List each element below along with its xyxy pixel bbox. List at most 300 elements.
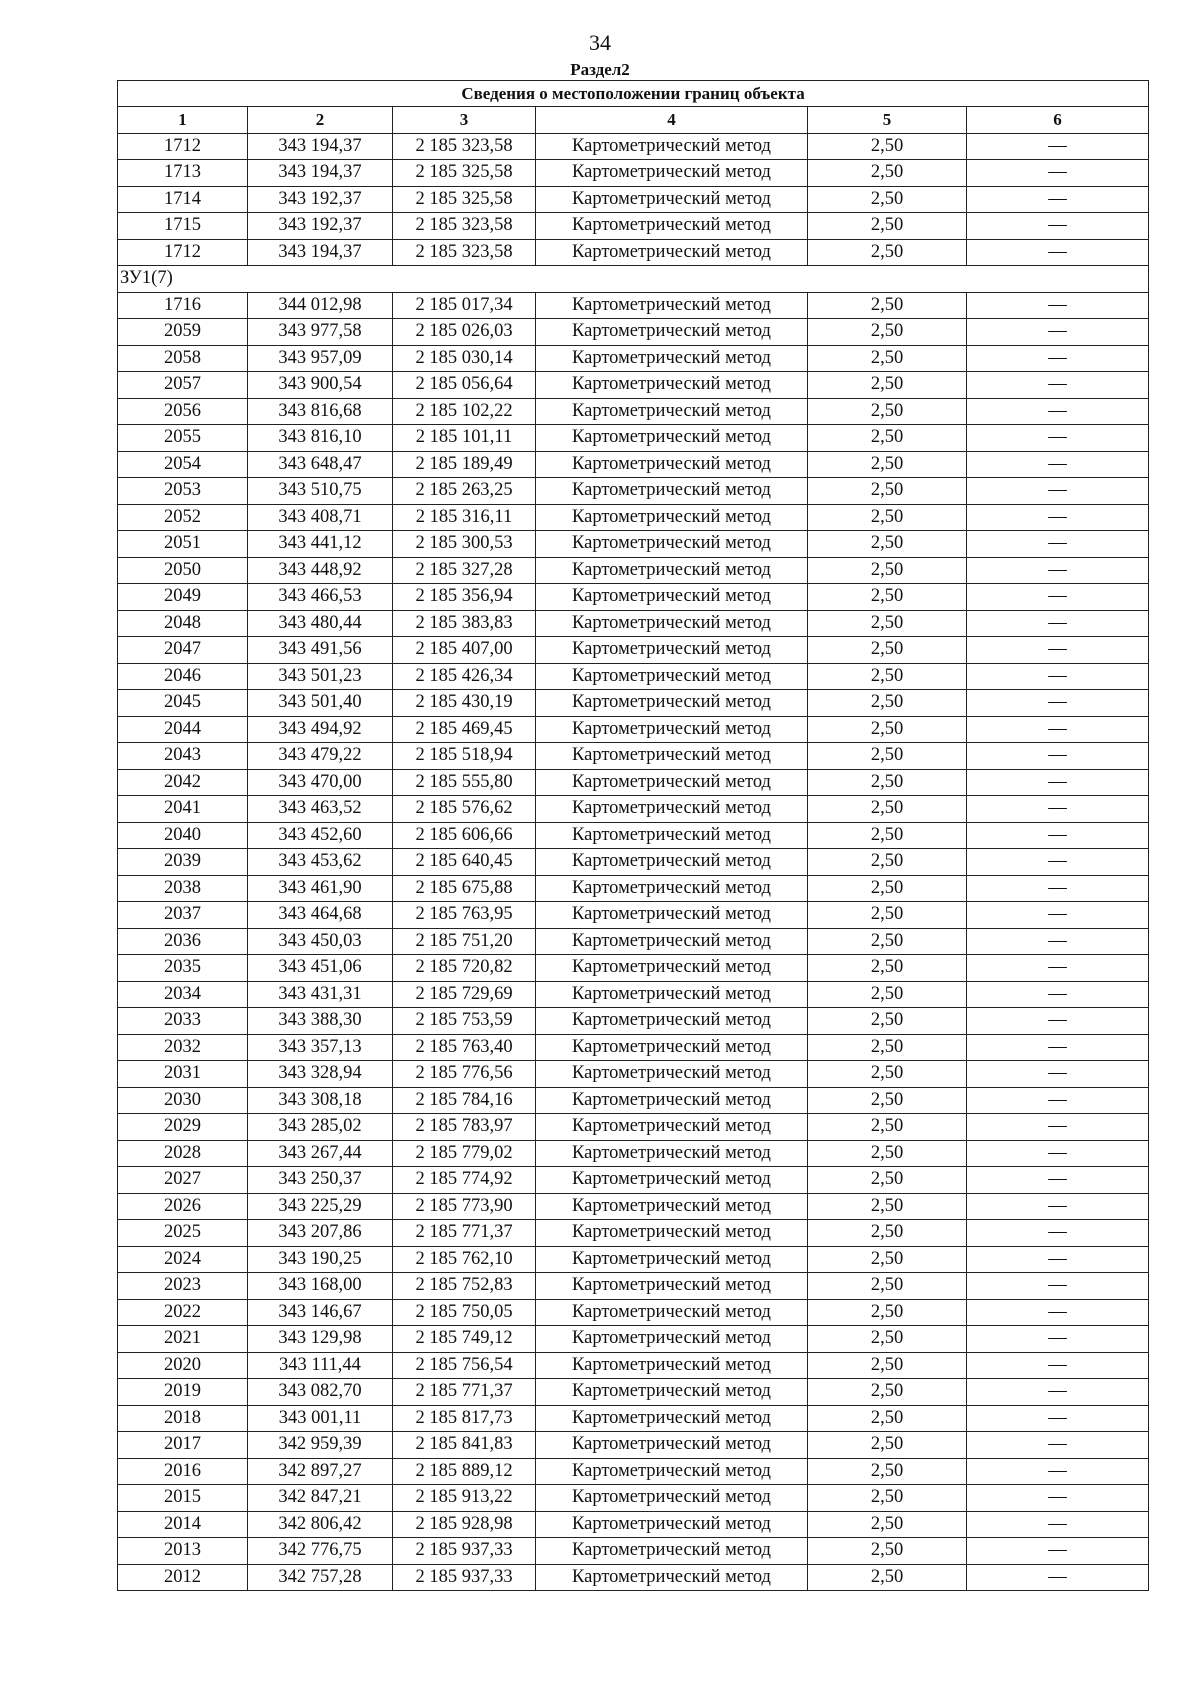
method-cell: Картометрический метод [536,451,808,478]
y-coordinate-cell: 2 185 430,19 [393,690,536,717]
x-coordinate-cell: 343 111,44 [248,1352,393,1379]
y-coordinate-cell: 2 185 606,66 [393,822,536,849]
description-cell: — [967,1061,1149,1088]
method-cell: Картометрический метод [536,531,808,558]
point-number-cell: 2057 [118,372,248,399]
method-cell: Картометрический метод [536,1193,808,1220]
method-cell: Картометрический метод [536,1538,808,1565]
point-number-cell: 2046 [118,663,248,690]
y-coordinate-cell: 2 185 841,83 [393,1432,536,1459]
description-cell: — [967,1140,1149,1167]
y-coordinate-cell: 2 185 426,34 [393,663,536,690]
x-coordinate-cell: 343 977,58 [248,319,393,346]
method-cell: Картометрический метод [536,133,808,160]
table-row [118,213,1149,240]
method-cell: Картометрический метод [536,372,808,399]
point-number-cell: 1715 [118,213,248,240]
method-cell: Картометрический метод [536,637,808,664]
accuracy-cell: 2,50 [808,239,967,266]
table-body [118,133,1149,1591]
table-row [118,637,1149,664]
method-cell: Картометрический метод [536,557,808,584]
method-cell: Картометрический метод [536,1379,808,1406]
accuracy-cell: 2,50 [808,425,967,452]
x-coordinate-cell: 342 757,28 [248,1564,393,1591]
table-row [118,319,1149,346]
method-cell: Картометрический метод [536,239,808,266]
accuracy-cell: 2,50 [808,1193,967,1220]
table-title: Сведения о местоположении границ объекта [118,81,1149,107]
y-coordinate-cell: 2 185 407,00 [393,637,536,664]
accuracy-cell: 2,50 [808,769,967,796]
accuracy-cell: 2,50 [808,1405,967,1432]
x-coordinate-cell: 343 463,52 [248,796,393,823]
accuracy-cell: 2,50 [808,451,967,478]
point-number-cell: 1714 [118,186,248,213]
accuracy-cell: 2,50 [808,398,967,425]
x-coordinate-cell: 342 897,27 [248,1458,393,1485]
method-cell: Картометрический метод [536,902,808,929]
table-row [118,1167,1149,1194]
accuracy-cell: 2,50 [808,1114,967,1141]
point-number-cell: 2052 [118,504,248,531]
accuracy-cell: 2,50 [808,213,967,240]
method-cell: Картометрический метод [536,1087,808,1114]
description-cell: — [967,425,1149,452]
group-row [118,266,1149,293]
accuracy-cell: 2,50 [808,1061,967,1088]
table-row [118,1246,1149,1273]
point-number-cell: 2044 [118,716,248,743]
point-number-cell: 2056 [118,398,248,425]
description-cell: — [967,875,1149,902]
point-number-cell: 2050 [118,557,248,584]
method-cell: Картометрический метод [536,1034,808,1061]
point-number-cell: 2043 [118,743,248,770]
x-coordinate-cell: 343 441,12 [248,531,393,558]
table-title-row [118,81,1149,107]
point-number-cell: 1713 [118,160,248,187]
point-number-cell: 2058 [118,345,248,372]
method-cell: Картометрический метод [536,1246,808,1273]
accuracy-cell: 2,50 [808,1008,967,1035]
description-cell: — [967,981,1149,1008]
method-cell: Картометрический метод [536,1114,808,1141]
accuracy-cell: 2,50 [808,1511,967,1538]
y-coordinate-cell: 2 185 784,16 [393,1087,536,1114]
x-coordinate-cell: 343 146,67 [248,1299,393,1326]
x-coordinate-cell: 343 194,37 [248,239,393,266]
table-row [118,531,1149,558]
y-coordinate-cell: 2 185 026,03 [393,319,536,346]
y-coordinate-cell: 2 185 316,11 [393,504,536,531]
accuracy-cell: 2,50 [808,902,967,929]
accuracy-cell: 2,50 [808,1538,967,1565]
method-cell: Картометрический метод [536,292,808,319]
group-label: ЗУ1(7) [118,266,1149,293]
table-row [118,425,1149,452]
x-coordinate-cell: 343 357,13 [248,1034,393,1061]
method-cell: Картометрический метод [536,160,808,187]
description-cell: — [967,1458,1149,1485]
description-cell: — [967,239,1149,266]
table-row [118,1432,1149,1459]
description-cell: — [967,1114,1149,1141]
point-number-cell: 2040 [118,822,248,849]
table-row [118,1352,1149,1379]
table-row [118,133,1149,160]
method-cell: Картометрический метод [536,928,808,955]
method-cell: Картометрический метод [536,875,808,902]
x-coordinate-cell: 343 328,94 [248,1061,393,1088]
page-number: 34 [589,30,611,55]
method-cell: Картометрический метод [536,1220,808,1247]
description-cell: — [967,796,1149,823]
accuracy-cell: 2,50 [808,1564,967,1591]
description-cell: — [967,690,1149,717]
accuracy-cell: 2,50 [808,345,967,372]
point-number-cell: 2021 [118,1326,248,1353]
point-number-cell: 2025 [118,1220,248,1247]
method-cell: Картометрический метод [536,1061,808,1088]
method-cell: Картометрический метод [536,1352,808,1379]
table-row [118,1405,1149,1432]
x-coordinate-cell: 343 466,53 [248,584,393,611]
point-number-cell: 2015 [118,1485,248,1512]
y-coordinate-cell: 2 185 751,20 [393,928,536,955]
description-cell: — [967,769,1149,796]
point-number-cell: 2034 [118,981,248,1008]
section-label: Раздел2 [570,60,630,79]
table-row [118,372,1149,399]
y-coordinate-cell: 2 185 518,94 [393,743,536,770]
table-row [118,1299,1149,1326]
description-cell: — [967,133,1149,160]
method-cell: Картометрический метод [536,743,808,770]
description-cell: — [967,637,1149,664]
x-coordinate-cell: 343 448,92 [248,557,393,584]
accuracy-cell: 2,50 [808,557,967,584]
y-coordinate-cell: 2 185 779,02 [393,1140,536,1167]
accuracy-cell: 2,50 [808,1352,967,1379]
y-coordinate-cell: 2 185 937,33 [393,1564,536,1591]
method-cell: Картометрический метод [536,1167,808,1194]
accuracy-cell: 2,50 [808,1273,967,1300]
accuracy-cell: 2,50 [808,1326,967,1353]
accuracy-cell: 2,50 [808,1379,967,1406]
accuracy-cell: 2,50 [808,796,967,823]
accuracy-cell: 2,50 [808,372,967,399]
method-cell: Картометрический метод [536,663,808,690]
x-coordinate-cell: 343 192,37 [248,186,393,213]
description-cell: — [967,504,1149,531]
y-coordinate-cell: 2 185 762,10 [393,1246,536,1273]
column-header: 5 [808,107,967,134]
y-coordinate-cell: 2 185 774,92 [393,1167,536,1194]
accuracy-cell: 2,50 [808,743,967,770]
description-cell: — [967,955,1149,982]
method-cell: Картометрический метод [536,1485,808,1512]
method-cell: Картометрический метод [536,769,808,796]
y-coordinate-cell: 2 185 783,97 [393,1114,536,1141]
description-cell: — [967,1511,1149,1538]
accuracy-cell: 2,50 [808,637,967,664]
accuracy-cell: 2,50 [808,1034,967,1061]
point-number-cell: 2019 [118,1379,248,1406]
point-number-cell: 2030 [118,1087,248,1114]
method-cell: Картометрический метод [536,690,808,717]
table-row [118,875,1149,902]
point-number-cell: 2049 [118,584,248,611]
x-coordinate-cell: 343 207,86 [248,1220,393,1247]
table-row [118,822,1149,849]
y-coordinate-cell: 2 185 056,64 [393,372,536,399]
y-coordinate-cell: 2 185 263,25 [393,478,536,505]
description-cell: — [967,1034,1149,1061]
x-coordinate-cell: 343 461,90 [248,875,393,902]
y-coordinate-cell: 2 185 323,58 [393,239,536,266]
table-row [118,1273,1149,1300]
method-cell: Картометрический метод [536,1511,808,1538]
y-coordinate-cell: 2 185 383,83 [393,610,536,637]
x-coordinate-cell: 343 648,47 [248,451,393,478]
y-coordinate-cell: 2 185 555,80 [393,769,536,796]
x-coordinate-cell: 343 431,31 [248,981,393,1008]
accuracy-cell: 2,50 [808,1299,967,1326]
point-number-cell: 2012 [118,1564,248,1591]
method-cell: Картометрический метод [536,610,808,637]
column-header: 2 [248,107,393,134]
method-cell: Картометрический метод [536,849,808,876]
method-cell: Картометрический метод [536,345,808,372]
x-coordinate-cell: 343 479,22 [248,743,393,770]
x-coordinate-cell: 343 494,92 [248,716,393,743]
accuracy-cell: 2,50 [808,1087,967,1114]
table-row [118,1564,1149,1591]
point-number-cell: 1712 [118,133,248,160]
x-coordinate-cell: 343 464,68 [248,902,393,929]
method-cell: Картометрический метод [536,796,808,823]
accuracy-cell: 2,50 [808,1220,967,1247]
method-cell: Картометрический метод [536,398,808,425]
accuracy-cell: 2,50 [808,690,967,717]
accuracy-cell: 2,50 [808,319,967,346]
table-row [118,1485,1149,1512]
table-row [118,160,1149,187]
point-number-cell: 2048 [118,610,248,637]
y-coordinate-cell: 2 185 675,88 [393,875,536,902]
y-coordinate-cell: 2 185 889,12 [393,1458,536,1485]
point-number-cell: 2020 [118,1352,248,1379]
table-row [118,1458,1149,1485]
x-coordinate-cell: 343 225,29 [248,1193,393,1220]
table-row [118,716,1149,743]
x-coordinate-cell: 342 959,39 [248,1432,393,1459]
x-coordinate-cell: 343 816,68 [248,398,393,425]
accuracy-cell: 2,50 [808,186,967,213]
point-number-cell: 2039 [118,849,248,876]
x-coordinate-cell: 343 451,06 [248,955,393,982]
description-cell: — [967,451,1149,478]
method-cell: Картометрический метод [536,1458,808,1485]
boundary-coordinates-table [117,80,1149,1591]
description-cell: — [967,1246,1149,1273]
accuracy-cell: 2,50 [808,1485,967,1512]
method-cell: Картометрический метод [536,1405,808,1432]
x-coordinate-cell: 343 285,02 [248,1114,393,1141]
y-coordinate-cell: 2 185 102,22 [393,398,536,425]
description-cell: — [967,1326,1149,1353]
table-row [118,663,1149,690]
description-cell: — [967,213,1149,240]
point-number-cell: 2051 [118,531,248,558]
x-coordinate-cell: 342 776,75 [248,1538,393,1565]
x-coordinate-cell: 343 450,03 [248,928,393,955]
y-coordinate-cell: 2 185 325,58 [393,160,536,187]
accuracy-cell: 2,50 [808,1458,967,1485]
description-cell: — [967,849,1149,876]
point-number-cell: 2024 [118,1246,248,1273]
table-row [118,1220,1149,1247]
x-coordinate-cell: 343 510,75 [248,478,393,505]
point-number-cell: 2031 [118,1061,248,1088]
point-number-cell: 1712 [118,239,248,266]
y-coordinate-cell: 2 185 356,94 [393,584,536,611]
table-row [118,1193,1149,1220]
method-cell: Картометрический метод [536,1299,808,1326]
description-cell: — [967,1008,1149,1035]
table-row [118,398,1149,425]
point-number-cell: 2045 [118,690,248,717]
point-number-cell: 2029 [118,1114,248,1141]
point-number-cell: 2037 [118,902,248,929]
y-coordinate-cell: 2 185 300,53 [393,531,536,558]
y-coordinate-cell: 2 185 752,83 [393,1273,536,1300]
point-number-cell: 2038 [118,875,248,902]
y-coordinate-cell: 2 185 776,56 [393,1061,536,1088]
description-cell: — [967,1087,1149,1114]
table-row [118,690,1149,717]
x-coordinate-cell: 343 491,56 [248,637,393,664]
x-coordinate-cell: 342 806,42 [248,1511,393,1538]
method-cell: Картометрический метод [536,1326,808,1353]
x-coordinate-cell: 343 408,71 [248,504,393,531]
x-coordinate-cell: 343 192,37 [248,213,393,240]
description-cell: — [967,1564,1149,1591]
description-cell: — [967,292,1149,319]
accuracy-cell: 2,50 [808,716,967,743]
description-cell: — [967,1432,1149,1459]
accuracy-cell: 2,50 [808,955,967,982]
description-cell: — [967,160,1149,187]
description-cell: — [967,319,1149,346]
table-row [118,1008,1149,1035]
table-row [118,769,1149,796]
description-cell: — [967,1485,1149,1512]
x-coordinate-cell: 343 250,37 [248,1167,393,1194]
point-number-cell: 2022 [118,1299,248,1326]
description-cell: — [967,743,1149,770]
column-header: 6 [967,107,1149,134]
y-coordinate-cell: 2 185 913,22 [393,1485,536,1512]
x-coordinate-cell: 343 470,00 [248,769,393,796]
column-header: 3 [393,107,536,134]
table-row [118,345,1149,372]
method-cell: Картометрический метод [536,716,808,743]
y-coordinate-cell: 2 185 576,62 [393,796,536,823]
point-number-cell: 2041 [118,796,248,823]
table-row [118,1511,1149,1538]
method-cell: Картометрический метод [536,478,808,505]
description-cell: — [967,557,1149,584]
description-cell: — [967,1220,1149,1247]
method-cell: Картометрический метод [536,425,808,452]
point-number-cell: 1716 [118,292,248,319]
y-coordinate-cell: 2 185 750,05 [393,1299,536,1326]
y-coordinate-cell: 2 185 323,58 [393,213,536,240]
x-coordinate-cell: 343 453,62 [248,849,393,876]
method-cell: Картометрический метод [536,1140,808,1167]
accuracy-cell: 2,50 [808,133,967,160]
description-cell: — [967,610,1149,637]
accuracy-cell: 2,50 [808,822,967,849]
description-cell: — [967,1379,1149,1406]
x-coordinate-cell: 343 267,44 [248,1140,393,1167]
point-number-cell: 2042 [118,769,248,796]
point-number-cell: 2027 [118,1167,248,1194]
y-coordinate-cell: 2 185 101,11 [393,425,536,452]
method-cell: Картометрический метод [536,822,808,849]
description-cell: — [967,822,1149,849]
x-coordinate-cell: 343 308,18 [248,1087,393,1114]
description-cell: — [967,1352,1149,1379]
description-cell: — [967,584,1149,611]
table-row [118,451,1149,478]
description-cell: — [967,1167,1149,1194]
point-number-cell: 2016 [118,1458,248,1485]
accuracy-cell: 2,50 [808,292,967,319]
table-row [118,504,1149,531]
x-coordinate-cell: 344 012,98 [248,292,393,319]
x-coordinate-cell: 343 190,25 [248,1246,393,1273]
x-coordinate-cell: 343 388,30 [248,1008,393,1035]
method-cell: Картометрический метод [536,955,808,982]
point-number-cell: 2026 [118,1193,248,1220]
y-coordinate-cell: 2 185 729,69 [393,981,536,1008]
table-row [118,955,1149,982]
x-coordinate-cell: 342 847,21 [248,1485,393,1512]
point-number-cell: 2054 [118,451,248,478]
point-number-cell: 2032 [118,1034,248,1061]
table-row [118,557,1149,584]
table-row [118,1061,1149,1088]
accuracy-cell: 2,50 [808,584,967,611]
column-header: 1 [118,107,248,134]
x-coordinate-cell: 343 001,11 [248,1405,393,1432]
table-row [118,849,1149,876]
accuracy-cell: 2,50 [808,1432,967,1459]
method-cell: Картометрический метод [536,981,808,1008]
description-cell: — [967,928,1149,955]
point-number-cell: 2023 [118,1273,248,1300]
description-cell: — [967,902,1149,929]
x-coordinate-cell: 343 900,54 [248,372,393,399]
x-coordinate-cell: 343 480,44 [248,610,393,637]
y-coordinate-cell: 2 185 469,45 [393,716,536,743]
accuracy-cell: 2,50 [808,849,967,876]
accuracy-cell: 2,50 [808,928,967,955]
description-cell: — [967,1405,1149,1432]
